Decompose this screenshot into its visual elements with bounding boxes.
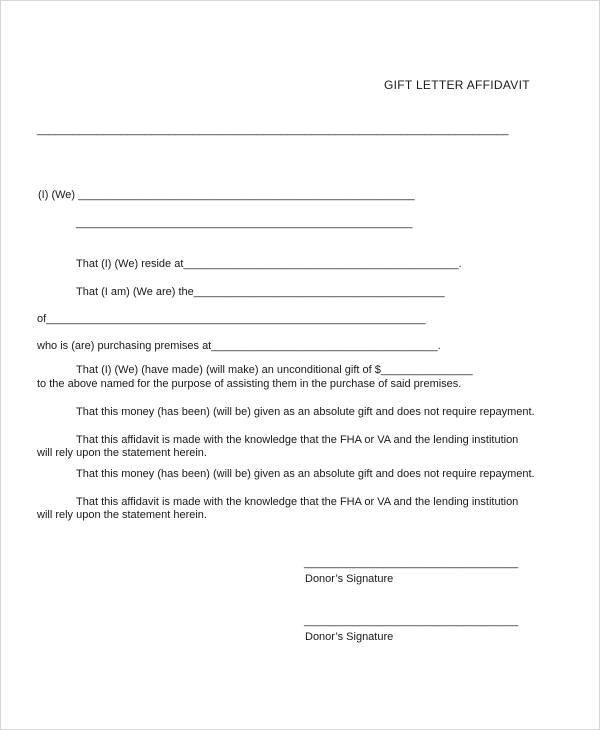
- purchasing-premises-line: who is (are) purchasing premises at_____________________________________.: [37, 340, 441, 352]
- reside-line: That (I) (We) reside at_____________________________________________.: [76, 258, 462, 270]
- money-paragraph-2: That this money (has been) (will be) given as an absolute gift and does not require repayment.: [76, 468, 535, 480]
- affidavit-paragraph-1-line-2: will rely upon the statement herein.: [37, 447, 207, 459]
- i-we-line: (I) (We) _______________________________________________________: [38, 189, 415, 201]
- gift-purpose-line: to the above named for the purpose of assisting them in the purchase of said premises.: [37, 378, 462, 390]
- affidavit-paragraph-1-line-1: That this affidavit is made with the knowledge that the FHA or VA and the lending institution: [76, 434, 519, 446]
- i-we-continued-line: _______________________________________________________: [76, 217, 413, 229]
- affidavit-paragraph-2-line-2: will rely upon the statement herein.: [37, 509, 207, 521]
- of-line: of______________________________________________________________: [37, 313, 426, 325]
- document-title: GIFT LETTER AFFIDAVIT: [384, 78, 530, 92]
- money-paragraph-1: That this money (has been) (will be) given as an absolute gift and does not require repayment.: [76, 406, 535, 418]
- gift-amount-line: That (I) (We) (have made) (will make) an unconditional gift of $_______________: [76, 364, 473, 376]
- donor-signature-line-1: ___________________________________: [304, 557, 519, 569]
- donor-signature-label-1: Donor’s Signature: [305, 573, 394, 585]
- are-the-line: That (I am) (We are) the_________________________________________: [76, 286, 445, 298]
- donor-signature-line-2: ___________________________________: [304, 615, 519, 627]
- top-rule: _______________________________________________________________________________: [37, 124, 509, 136]
- affidavit-paragraph-2-line-1: That this affidavit is made with the knowledge that the FHA or VA and the lending institution: [76, 496, 519, 508]
- donor-signature-label-2: Donor’s Signature: [305, 631, 394, 643]
